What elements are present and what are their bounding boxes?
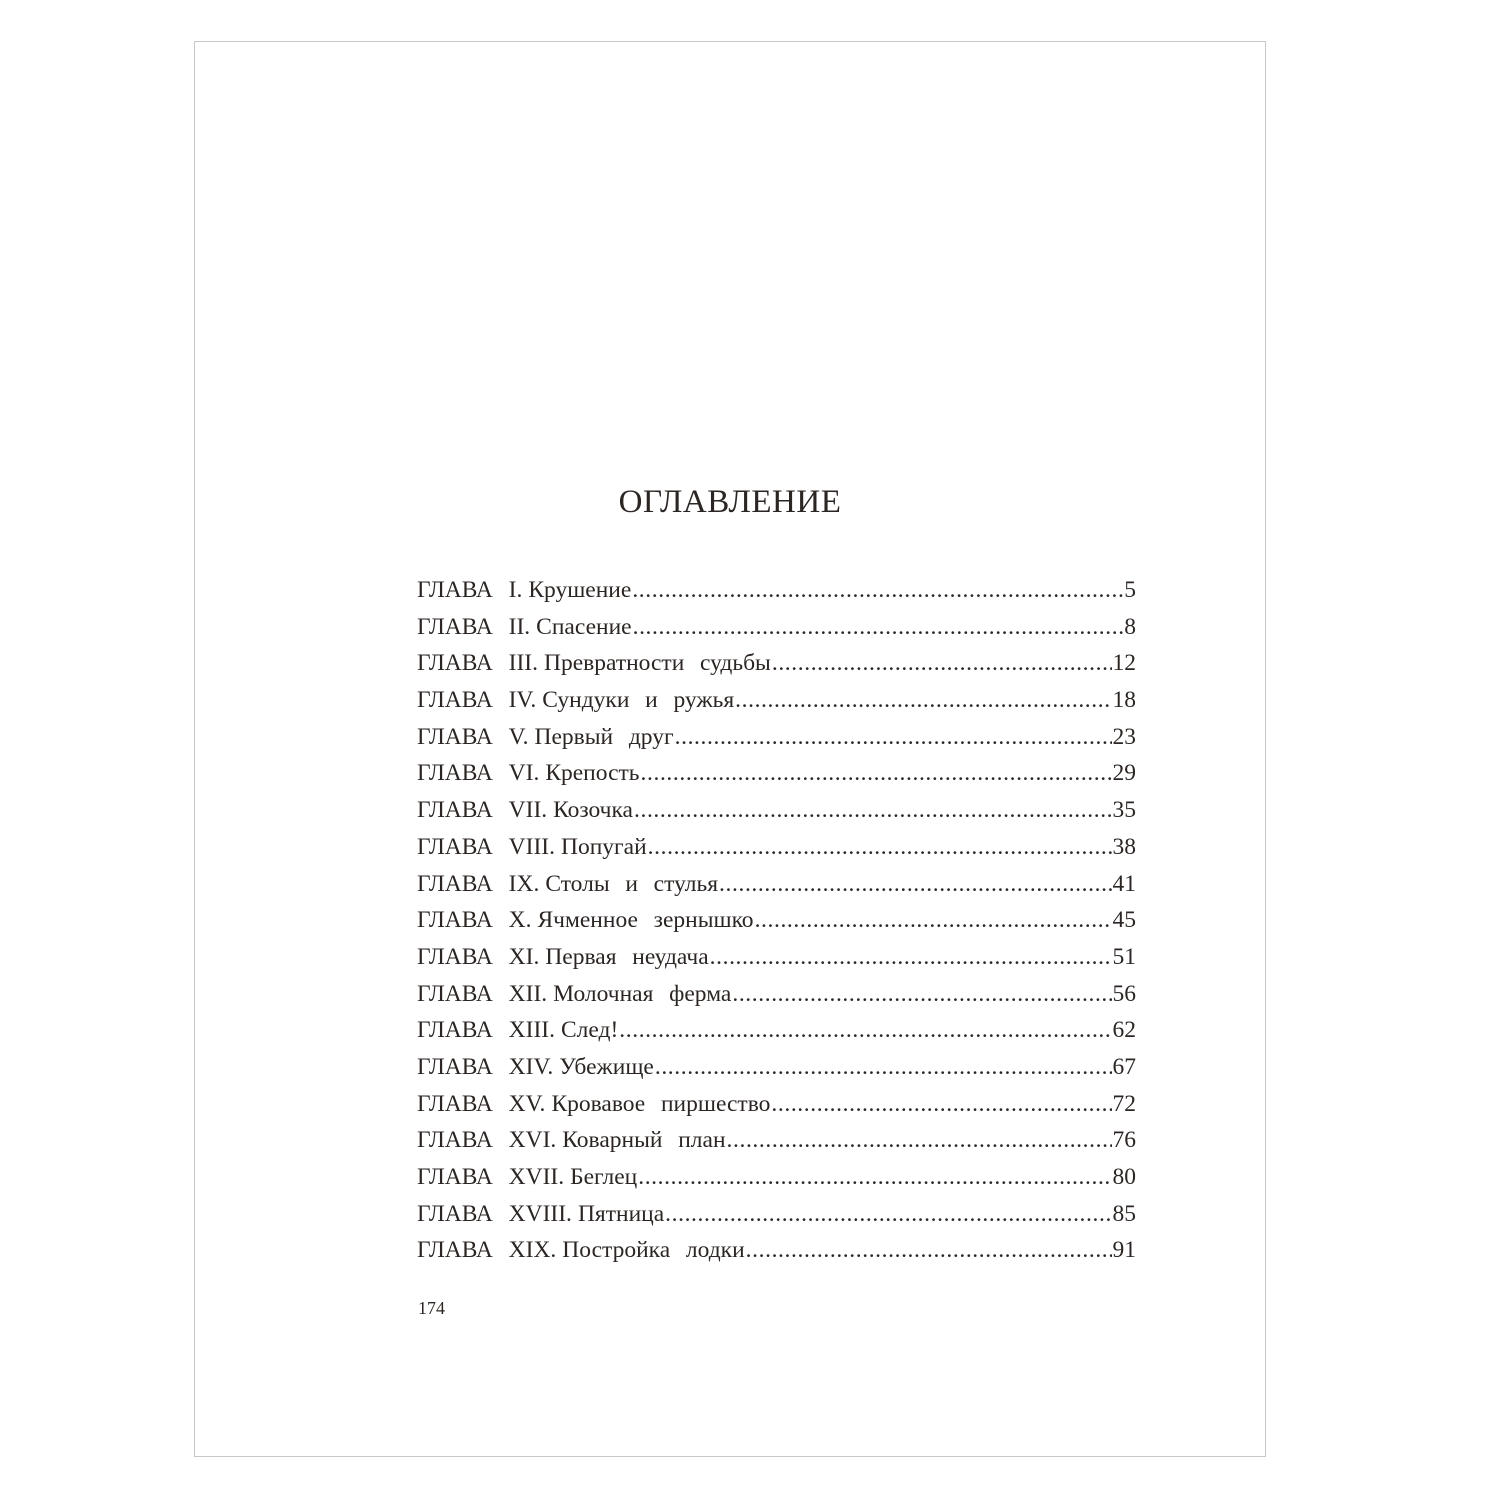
toc-entry-text xyxy=(417,1086,770,1123)
dot-leader xyxy=(735,682,1111,719)
chapter-page-number: 35 xyxy=(1112,797,1136,824)
toc-entry-text xyxy=(417,682,734,719)
toc-entry-text xyxy=(417,1049,654,1086)
chapter-title: Спасение xyxy=(536,613,632,640)
toc-entry[interactable] xyxy=(417,902,1136,939)
dot-leader xyxy=(719,866,1111,903)
dot-leader xyxy=(746,1232,1112,1269)
page-title: ОГЛАВЛЕНИЕ xyxy=(618,484,842,520)
page-number: 174 xyxy=(418,1298,445,1318)
chapter-title: Ячменное зернышко xyxy=(537,907,754,934)
chapter-page-number: 72 xyxy=(1112,1090,1136,1117)
chapter-page-number: 85 xyxy=(1112,1200,1136,1227)
dot-leader xyxy=(633,609,1124,646)
chapter-title: Сундуки и ружья xyxy=(542,687,735,714)
chapter-page-number: 56 xyxy=(1112,980,1136,1007)
chapter-title: След! xyxy=(560,1017,619,1044)
dot-leader xyxy=(732,976,1111,1013)
dot-leader xyxy=(755,902,1112,939)
chapter-page-number: 41 xyxy=(1112,870,1136,897)
chapter-page-number: 80 xyxy=(1112,1164,1136,1190)
chapter-title: Крепость xyxy=(545,760,640,787)
chapter-label: ГЛАВА V. xyxy=(417,723,529,750)
chapter-title: Коварный план xyxy=(562,1127,726,1154)
dot-leader xyxy=(655,1049,1112,1086)
chapter-label: ГЛАВА XI. xyxy=(417,943,540,970)
toc-entry-text xyxy=(417,902,754,939)
chapter-title: Пятница xyxy=(577,1200,665,1227)
chapter-page-number: 8 xyxy=(1124,613,1136,640)
chapter-title: Кровавое пиршество xyxy=(551,1090,771,1117)
toc-entry[interactable] xyxy=(417,682,1136,719)
chapter-page-number: 29 xyxy=(1112,760,1136,787)
toc-entry-text xyxy=(417,1012,618,1049)
toc-entry[interactable] xyxy=(417,1012,1136,1049)
toc-entry-text xyxy=(417,755,640,792)
chapter-label: ГЛАВА VI. xyxy=(417,760,540,787)
chapter-label: ГЛАВА XV. xyxy=(417,1090,546,1117)
dot-leader xyxy=(638,1159,1111,1196)
toc-entry-text xyxy=(417,1159,637,1196)
chapter-label: ГЛАВА XVIII. xyxy=(417,1200,572,1227)
chapter-page-number: 76 xyxy=(1112,1127,1136,1154)
toc-entry-text xyxy=(417,609,632,646)
chapter-page-number: 38 xyxy=(1112,833,1136,860)
dot-leader xyxy=(710,939,1112,976)
chapter-page-number: 51 xyxy=(1112,943,1136,970)
toc-entry[interactable] xyxy=(417,1122,1136,1159)
toc-entry-text xyxy=(417,1196,664,1233)
chapter-title: Убежище xyxy=(559,1053,654,1080)
toc-entry[interactable] xyxy=(417,1232,1136,1269)
chapter-label: ГЛАВА VIII. xyxy=(417,833,555,860)
dot-leader xyxy=(641,755,1112,792)
toc-entry-text xyxy=(417,939,709,976)
toc-entry[interactable] xyxy=(417,645,1136,682)
toc-entry[interactable] xyxy=(417,609,1136,646)
toc-entry-text xyxy=(417,572,631,609)
dot-leader xyxy=(675,719,1112,756)
chapter-label: ГЛАВА XIII. xyxy=(417,1017,555,1044)
toc-entry[interactable] xyxy=(417,719,1136,756)
toc-entry[interactable] xyxy=(417,1159,1136,1196)
toc-entry[interactable] xyxy=(417,572,1136,609)
dot-leader xyxy=(648,829,1112,866)
chapter-page-number: 91 xyxy=(1112,1237,1136,1264)
chapter-title: Молочная ферма xyxy=(553,980,732,1007)
chapter-label: ГЛАВА IV. xyxy=(417,687,537,714)
table-of-contents xyxy=(417,572,1136,1269)
chapter-page-number: 23 xyxy=(1112,723,1136,750)
toc-entry-text xyxy=(417,1122,726,1159)
toc-entry-text xyxy=(417,829,647,866)
chapter-page-number: 5 xyxy=(1124,577,1136,603)
dot-leader xyxy=(772,645,1112,682)
chapter-title: Первая неудача xyxy=(545,943,709,970)
chapter-page-number: 67 xyxy=(1112,1053,1136,1080)
toc-entry[interactable] xyxy=(417,976,1136,1013)
chapter-title: Попугай xyxy=(560,833,647,860)
dot-leader xyxy=(619,1012,1111,1049)
chapter-title: Превратности судьбы xyxy=(544,650,771,677)
chapter-label: ГЛАВА XIX. xyxy=(417,1237,557,1264)
chapter-label: ГЛАВА XIV. xyxy=(417,1053,554,1080)
chapter-page-number: 45 xyxy=(1112,907,1136,934)
toc-entry[interactable] xyxy=(417,755,1136,792)
chapter-title: Столы и стулья xyxy=(545,870,719,897)
toc-entry-text xyxy=(417,719,674,756)
chapter-label: ГЛАВА VII. xyxy=(417,797,548,824)
chapter-label: ГЛАВА XVII. xyxy=(417,1164,565,1190)
toc-entry[interactable] xyxy=(417,1049,1136,1086)
chapter-title: Постройка лодки xyxy=(562,1237,745,1264)
toc-entry-text xyxy=(417,792,633,829)
dot-leader xyxy=(771,1086,1111,1123)
dot-leader xyxy=(665,1196,1111,1233)
toc-entry[interactable] xyxy=(417,1196,1136,1233)
chapter-title: Козочка xyxy=(553,797,633,824)
toc-entry[interactable] xyxy=(417,792,1136,829)
chapter-label: ГЛАВА IX. xyxy=(417,870,540,897)
toc-entry-text xyxy=(417,645,771,682)
chapter-title: Крушение xyxy=(528,577,632,603)
dot-leader xyxy=(727,1122,1112,1159)
toc-entry-text xyxy=(417,866,718,903)
chapter-title: Первый друг xyxy=(534,723,674,750)
chapter-label: ГЛАВА III. xyxy=(417,650,538,677)
chapter-page-number: 18 xyxy=(1112,687,1136,714)
dot-leader xyxy=(632,572,1123,609)
book-page xyxy=(194,41,1266,1457)
toc-entry-text xyxy=(417,1232,745,1269)
toc-entry-text xyxy=(417,976,731,1013)
chapter-label: ГЛАВА X. xyxy=(417,907,532,934)
toc-entry[interactable] xyxy=(417,866,1136,903)
chapter-title: Беглец xyxy=(570,1164,638,1190)
chapter-label: ГЛАВА I. xyxy=(417,577,523,603)
chapter-page-number: 12 xyxy=(1112,650,1136,677)
toc-entry[interactable] xyxy=(417,1086,1136,1123)
chapter-label: ГЛАВА XII. xyxy=(417,980,548,1007)
chapter-label: ГЛАВА II. xyxy=(417,613,531,640)
chapter-label: ГЛАВА XVI. xyxy=(417,1127,557,1154)
toc-entry[interactable] xyxy=(417,939,1136,976)
toc-entry[interactable] xyxy=(417,829,1136,866)
chapter-page-number: 62 xyxy=(1112,1017,1136,1044)
dot-leader xyxy=(634,792,1112,829)
